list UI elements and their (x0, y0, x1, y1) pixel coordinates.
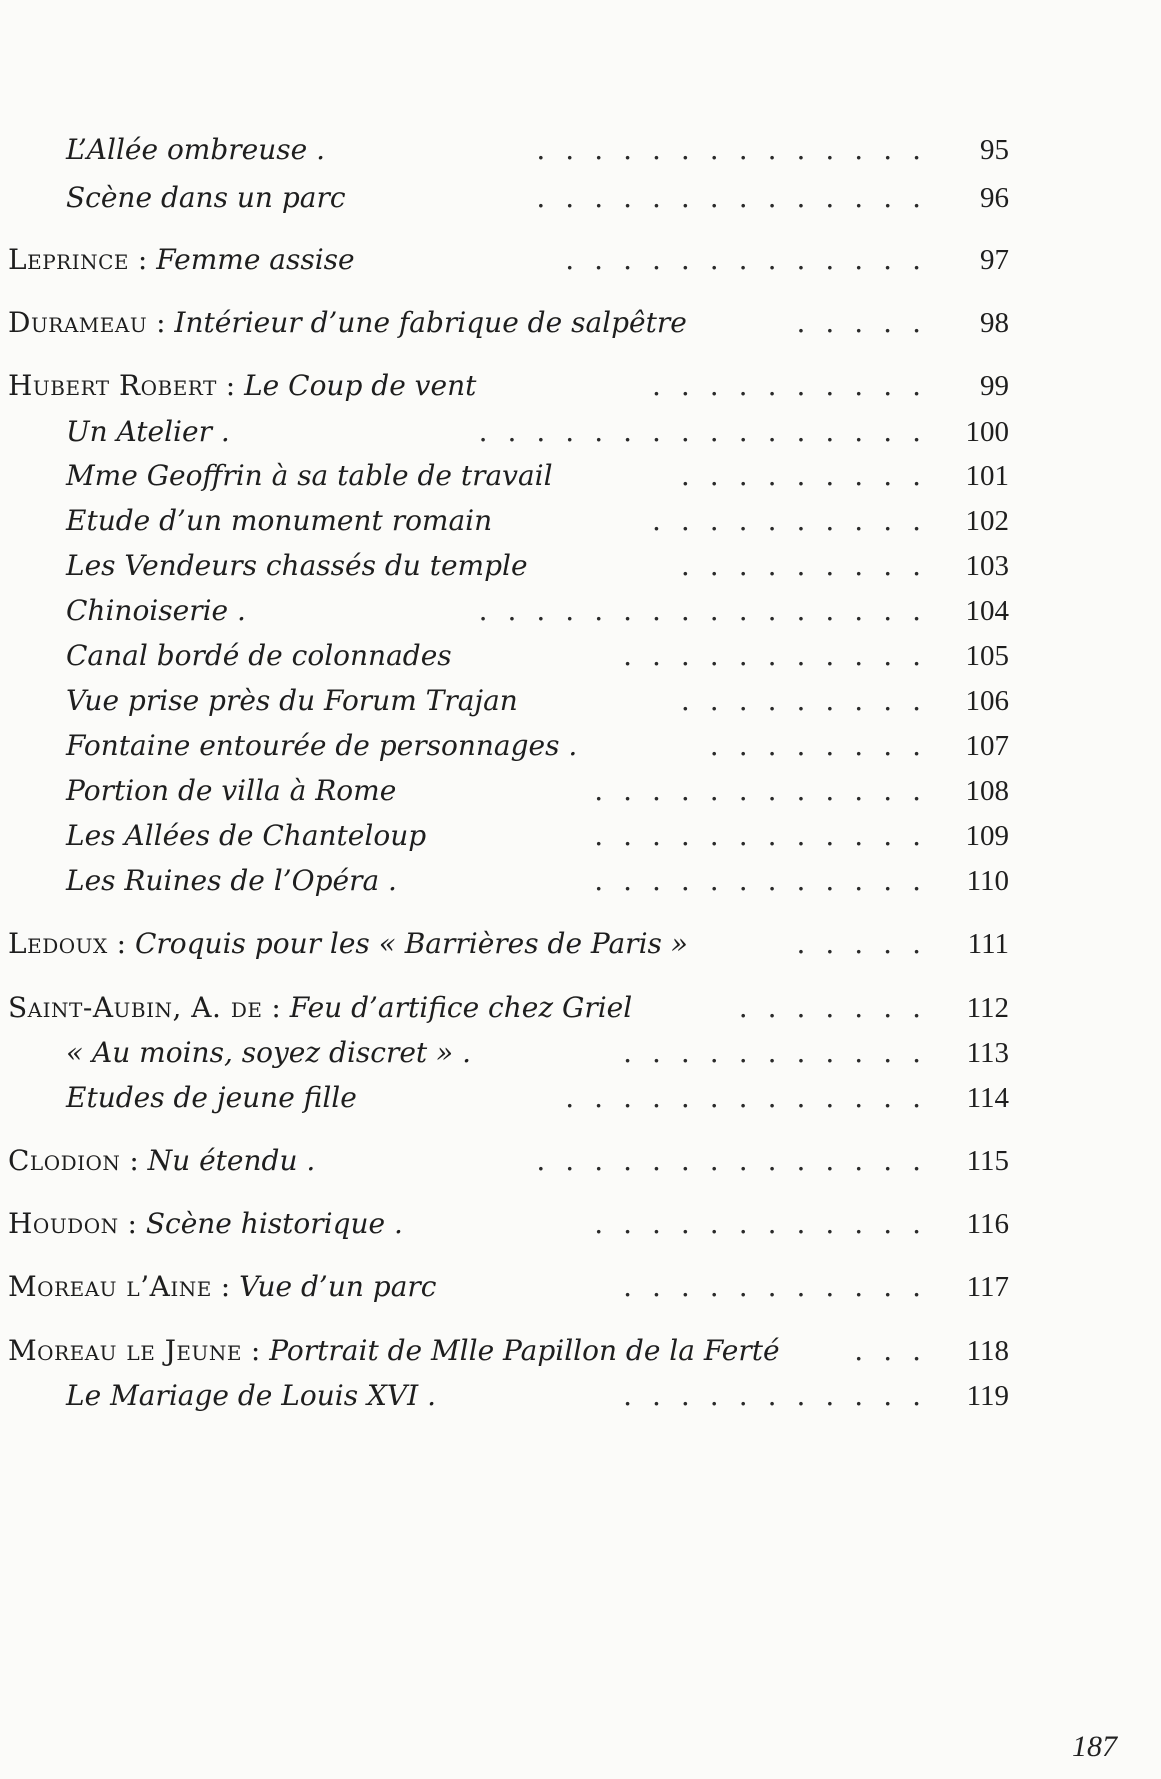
page-number: 187 (1072, 1730, 1117, 1763)
plate-number: 118 (966, 1335, 1009, 1367)
toc-entry-text (66, 1376, 436, 1416)
artwork-title: Le Coup de vent (244, 369, 477, 402)
artwork-title: Scène dans un parc (66, 181, 346, 214)
toc-entry-text (66, 501, 492, 541)
plate-number: 108 (965, 775, 1009, 807)
plate-number: 110 (966, 865, 1009, 897)
artist-name: Saint-Aubin, A. de (8, 991, 263, 1024)
artist-separator: : (107, 927, 135, 960)
plate-number: 103 (965, 550, 1009, 582)
artist-name: Ledoux (8, 927, 108, 960)
toc-entry (0, 1204, 1161, 1244)
leader-dots: .............. (536, 181, 941, 214)
leader-dots: ................ (478, 415, 941, 448)
plate-number: 115 (966, 1145, 1009, 1177)
leader-dots: ........... (623, 1379, 941, 1412)
leader-dots: ............ (594, 864, 941, 897)
toc-entry-text (66, 456, 553, 496)
toc-entry-text (8, 1141, 315, 1181)
plate-number: 104 (965, 595, 1009, 627)
toc-entry-text (66, 130, 325, 170)
toc-entry-text (66, 591, 246, 631)
artist-separator: : (120, 1144, 148, 1177)
plate-number: 102 (965, 505, 1009, 537)
leader-dots: ........... (623, 639, 941, 672)
leader-dots: ............ (594, 1207, 941, 1240)
toc-entry (0, 681, 1161, 721)
toc-entry-text (8, 1331, 780, 1371)
leader-dots: .............. (536, 133, 941, 166)
plate-number: 96 (980, 182, 1009, 214)
artist-separator: : (129, 243, 157, 276)
leader-dots: ......... (680, 684, 941, 717)
artist-name: Houdon (8, 1207, 119, 1240)
plate-number: 111 (967, 928, 1009, 960)
toc-entry-text (66, 546, 528, 586)
artist-name: Leprince (8, 243, 130, 276)
toc-entry (0, 591, 1161, 631)
toc-entry (0, 1078, 1161, 1118)
toc-entry (0, 240, 1161, 280)
leader-dots: .............. (536, 1144, 941, 1177)
toc-entry (0, 726, 1161, 766)
artist-name: Moreau l’Aine (8, 1270, 212, 1303)
toc-entry (0, 636, 1161, 676)
toc-entry (0, 1376, 1161, 1416)
leader-dots: ................ (478, 594, 941, 627)
plate-number: 106 (965, 685, 1009, 717)
toc-entry (0, 546, 1161, 586)
artist-separator: : (118, 1207, 146, 1240)
toc-entry (0, 988, 1161, 1028)
toc-entry-text (66, 412, 230, 452)
toc-entry (0, 816, 1161, 856)
toc-entry (0, 501, 1161, 541)
artwork-title: Un Atelier . (66, 415, 230, 448)
artist-separator: : (211, 1270, 240, 1303)
toc-entry (0, 178, 1161, 218)
toc-entry-text (8, 303, 687, 343)
plate-number: 117 (966, 1271, 1009, 1303)
leader-dots: ........ (709, 729, 941, 762)
artist-separator: : (262, 991, 290, 1024)
toc-entry (0, 1141, 1161, 1181)
toc-entry (0, 771, 1161, 811)
plate-number: 107 (965, 730, 1009, 762)
toc-entry (0, 130, 1161, 170)
artwork-title: Scène historique . (145, 1207, 403, 1240)
leader-dots: ... (854, 1334, 941, 1367)
plate-number: 113 (966, 1037, 1009, 1069)
artwork-title: Femme assise (156, 243, 355, 276)
toc-entry (0, 366, 1161, 406)
toc-entry-text (66, 1078, 357, 1118)
artwork-title: Feu d’artifice chez Griel (289, 991, 633, 1024)
plate-number: 98 (980, 307, 1009, 339)
toc-entry-text (66, 861, 397, 901)
artwork-title: Nu étendu . (147, 1144, 316, 1177)
artwork-title: L’Allée ombreuse . (66, 133, 326, 166)
leader-dots: .......... (651, 504, 941, 537)
leader-dots: ............ (594, 774, 941, 807)
artist-name: Durameau (8, 306, 148, 339)
leader-dots: ............ (594, 819, 941, 852)
toc-entry-text (66, 816, 426, 856)
artwork-title: Croquis pour les « Barrières de Paris » (134, 927, 688, 960)
artwork-title: Vue prise près du Forum Trajan (66, 684, 518, 717)
toc-entry (0, 861, 1161, 901)
leader-dots: .......... (651, 369, 941, 402)
artist-name: Moreau le Jeune (8, 1334, 242, 1367)
artwork-title: Intérieur d’une fabrique de salpêtre (174, 306, 687, 339)
artwork-title: Les Allées de Chanteloup (66, 819, 427, 852)
toc-entry-text (66, 636, 452, 676)
leader-dots: ........... (623, 1270, 941, 1303)
toc-entry-text (8, 1267, 436, 1307)
leader-dots: ..... (796, 306, 941, 339)
toc-entry (0, 924, 1161, 964)
artwork-title: « Au moins, soyez discret » . (66, 1036, 471, 1069)
toc-entry-text (66, 726, 577, 766)
leader-dots: ............. (565, 1081, 941, 1114)
toc-entry (0, 1033, 1161, 1073)
artist-name: Clodion (8, 1144, 121, 1177)
artwork-title: Le Mariage de Louis XVI . (66, 1379, 436, 1412)
toc-entry-text (8, 1204, 403, 1244)
toc-entry (0, 303, 1161, 343)
plate-number: 114 (966, 1082, 1009, 1114)
artwork-title: Les Vendeurs chassés du temple (66, 549, 528, 582)
plate-number: 99 (980, 370, 1009, 402)
toc-entry (0, 1331, 1161, 1371)
leader-dots: ..... (796, 927, 941, 960)
plate-number: 116 (966, 1208, 1009, 1240)
toc-entry-text (8, 366, 476, 406)
artwork-title: Portrait de Mlle Papillon de la Ferté (269, 1334, 780, 1367)
toc-entry (0, 456, 1161, 496)
artwork-title: Chinoiserie . (66, 594, 246, 627)
plate-number: 100 (965, 416, 1009, 448)
leader-dots: ........... (623, 1036, 941, 1069)
plate-number: 101 (965, 460, 1009, 492)
plate-number: 112 (966, 992, 1009, 1024)
toc-entry-text (66, 1033, 471, 1073)
artwork-title: Mme Geoffrin à sa table de travail (66, 459, 553, 492)
artist-separator: : (147, 306, 175, 339)
plate-number: 105 (965, 640, 1009, 672)
artwork-title: Canal bordé de colonnades (66, 639, 452, 672)
leader-dots: ......... (680, 459, 941, 492)
artist-separator: : (216, 369, 245, 402)
toc-entry-text (66, 771, 396, 811)
artist-separator: : (241, 1334, 270, 1367)
plate-number: 97 (980, 244, 1009, 276)
artwork-title: Etudes de jeune fille (66, 1081, 357, 1114)
toc-entry-text (66, 681, 518, 721)
leader-dots: ....... (738, 991, 941, 1024)
artwork-title: Fontaine entourée de personnages . (66, 729, 578, 762)
leader-dots: ............. (565, 243, 941, 276)
toc-entry (0, 412, 1161, 452)
leader-dots: ......... (680, 549, 941, 582)
artwork-title: Les Ruines de l’Opéra . (66, 864, 397, 897)
toc-entry (0, 1267, 1161, 1307)
toc-entry-text (8, 988, 632, 1028)
toc-entry-text (66, 178, 346, 218)
plate-number: 95 (980, 134, 1009, 166)
artwork-title: Portion de villa à Rome (66, 774, 397, 807)
toc-entry-text (8, 240, 355, 280)
artwork-title: Vue d’un parc (239, 1270, 437, 1303)
artist-name: Hubert Robert (8, 369, 217, 402)
plate-number: 109 (965, 820, 1009, 852)
plate-number: 119 (966, 1380, 1009, 1412)
toc-entry-text (8, 924, 688, 964)
artwork-title: Etude d’un monument romain (66, 504, 493, 537)
